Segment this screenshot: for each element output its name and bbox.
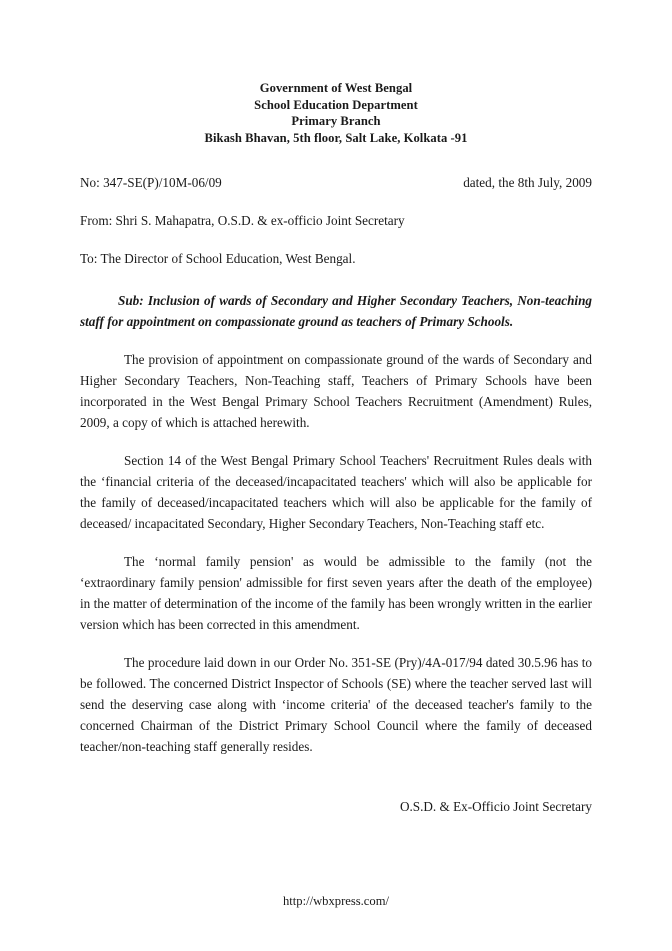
signature-designation: O.S.D. & Ex-Officio Joint Secretary [399,799,592,815]
letterhead-line-branch: Primary Branch [291,114,381,129]
paragraph-provision: The provision of appointment on compassionate ground of the wards of Secondary and Higher Secondary Teachers, Non-Teaching staff, Teachers of Primary Schools have been incorporated in the West Bengal Primary School Teachers Recruitment (Amendment) Rules, 2009, a copy of which is attached herewith. [80,352,592,431]
footer-source-url: http://wbxpress.com/ [283,894,389,908]
subject-line: Sub: Inclusion of wards of Secondary and Higher Secondary Teachers, Non-teaching staff for appointment on compassionate ground as teachers of Primary Schools. [80,293,592,329]
paragraph-family-pension: The ‘normal family pension' as would be admissible to the family (not the ‘extraordinary family pension' admissible for first seven years after the death of the employee) in the matter of determination of the income of the family has been wrongly written in the earlier version which has been corrected in this amendment. [80,554,592,633]
from-line: From: Shri S. Mahapatra, O.S.D. & ex-officio Joint Secretary [80,213,405,229]
reference-date: dated, the 8th July, 2009 [463,175,592,191]
reference-number: No: 347-SE(P)/10M-06/09 [80,175,222,191]
reference-row [80,173,592,193]
paragraph-section-14: Section 14 of the West Bengal Primary School Teachers' Recruitment Rules deals with the ‘financial criteria of the deceased/incapacitated teachers' which will also be applicable for the family of deceased/incapacitated teachers which will also be applicable for the family of deceased/ incapacitated Secondary, Higher Secondary Teachers, Non-Teaching staff etc. [80,453,592,532]
document-body [80,80,592,817]
letterhead-line-government: Government of West Bengal [259,81,413,95]
to-line: To: The Director of School Education, West Bengal. [80,251,356,267]
letterhead [80,80,592,146]
letterhead-line-department: School Education Department [254,97,418,112]
paragraph-procedure: The procedure laid down in our Order No. 351-SE (Pry)/4A-017/94 dated 30.5.96 has to be followed. The concerned District Inspector of Schools (SE) where the teacher served last will send the deserving case along with ‘income criteria' of the deceased teacher's family to the concerned Chairman of the District Primary School Council where the family of deceased teacher/non-teaching staff generally resides. [80,655,592,755]
letterhead-line-address: Bikash Bhavan, 5th floor, Salt Lake, Kolkata -91 [204,130,468,145]
